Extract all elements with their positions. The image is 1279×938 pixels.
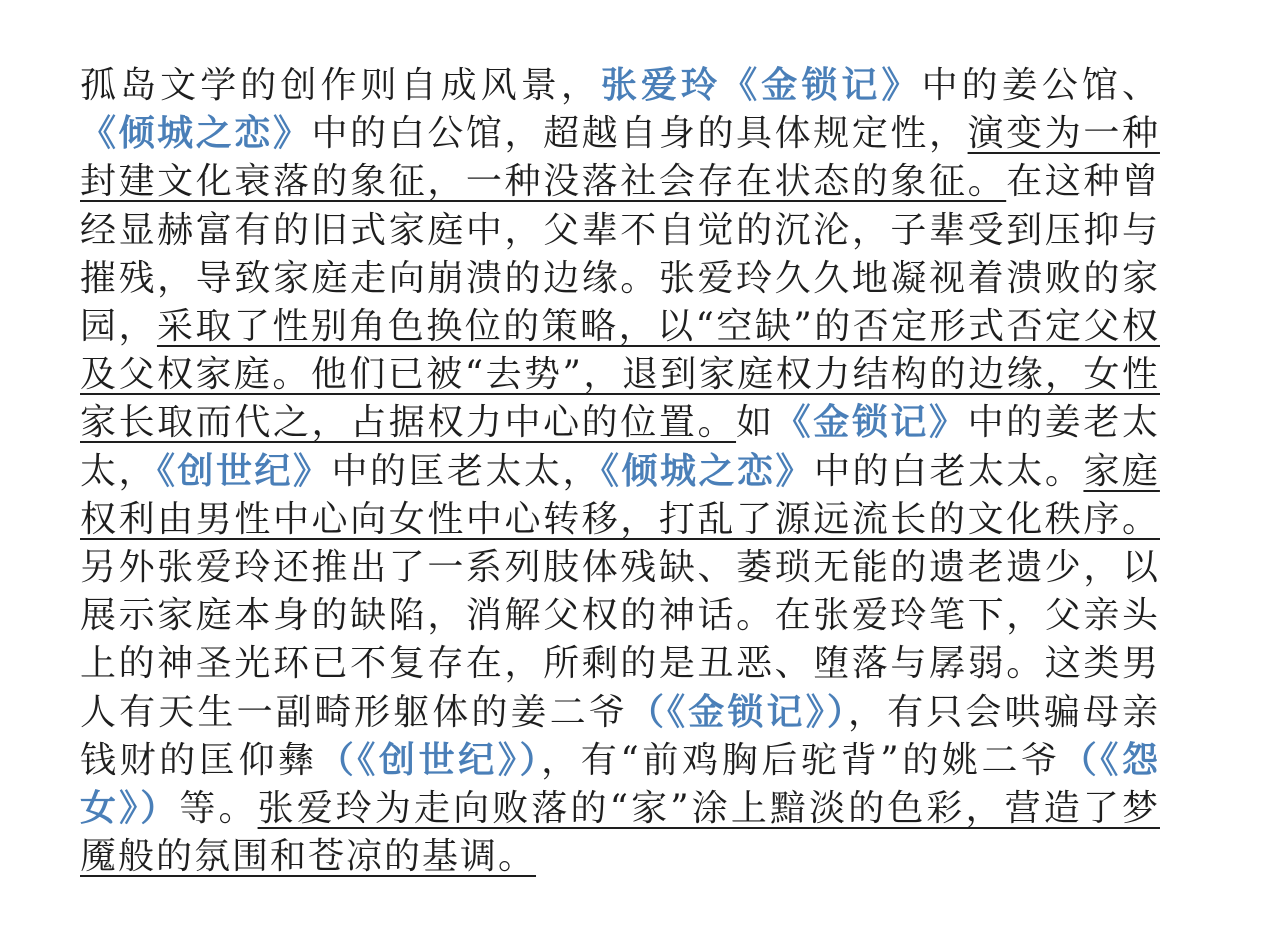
body-text: 中的白公馆，超越自身的具体规定性， bbox=[311, 113, 968, 155]
body-text: ，有“前鸡胸后驼背”的姚二爷 bbox=[541, 739, 1061, 781]
essay-paragraph bbox=[80, 62, 1160, 881]
body-text: 如 bbox=[736, 402, 775, 444]
body-text: 另外张爱玲还推出了一系列肢体残缺、萎琐无能的遗老遗少，以展示家庭本身的缺陷，消解父权的神话。在张爱玲笔下，父亲头上的神圣光环已不复存在，所剩的是丑恶、堕落与孱弱。这类男人有天生一副畸形躯体的姜二爷 bbox=[80, 547, 1160, 733]
body-text: 中的匡老太太， bbox=[331, 450, 601, 492]
body-text: 在这种曾经显赫富有的旧式家庭中，父辈不自觉的沉沦，子辈受到压抑与摧残，导致家庭走向崩溃的边缘。张爱玲久久地凝视着溃败的家园， bbox=[80, 161, 1160, 348]
body-text: 等。 bbox=[179, 788, 258, 830]
body-text: 孤岛文学的创作则自成风景， bbox=[80, 65, 601, 106]
body-text: 中的姜公馆、 bbox=[921, 65, 1160, 106]
highlighted-title-text: （《创世纪》） bbox=[317, 739, 542, 781]
highlighted-title-text: 《倾城之恋》 bbox=[600, 450, 814, 492]
underlined-key-sentence: 演变为一种封建文化衰落的象征，一种没落社会存在状态的象征。 bbox=[80, 113, 1160, 203]
body-text: ，有只会哄骗母亲钱财的匡仰彝 bbox=[80, 691, 1160, 781]
underlined-key-sentence: 家庭权利由男性中心向女性中心转移，打乱了源远流长的文化秩序。 bbox=[80, 450, 1160, 540]
underlined-key-sentence: 张爱玲为走向败落的“家”涂上黯淡的色彩，营造了梦魇般的氛围和苍凉的基调。 bbox=[80, 788, 1160, 878]
highlighted-title-text: 《创世纪》 bbox=[157, 450, 332, 492]
body-text: 中的白老太太。 bbox=[813, 450, 1084, 492]
highlighted-title-text: （《金锁记》） bbox=[627, 691, 848, 733]
highlighted-title-text: 《倾城之恋》 bbox=[80, 113, 312, 155]
underlined-key-sentence: 采取了性别角色换位的策略，以“空缺”的否定形式否定父权及父权家庭。他们已被“去势”，退到家庭权力结构的边缘，女性家长取而代之，占据权力中心的位置。 bbox=[80, 306, 1160, 444]
highlighted-title-text: 《金锁记》 bbox=[774, 402, 968, 444]
highlighted-title-text: （《怨女》） bbox=[80, 739, 1160, 830]
highlighted-title-text: 张爱玲《金锁记》 bbox=[600, 65, 922, 106]
body-text: 中的姜老太太， bbox=[80, 402, 1160, 492]
